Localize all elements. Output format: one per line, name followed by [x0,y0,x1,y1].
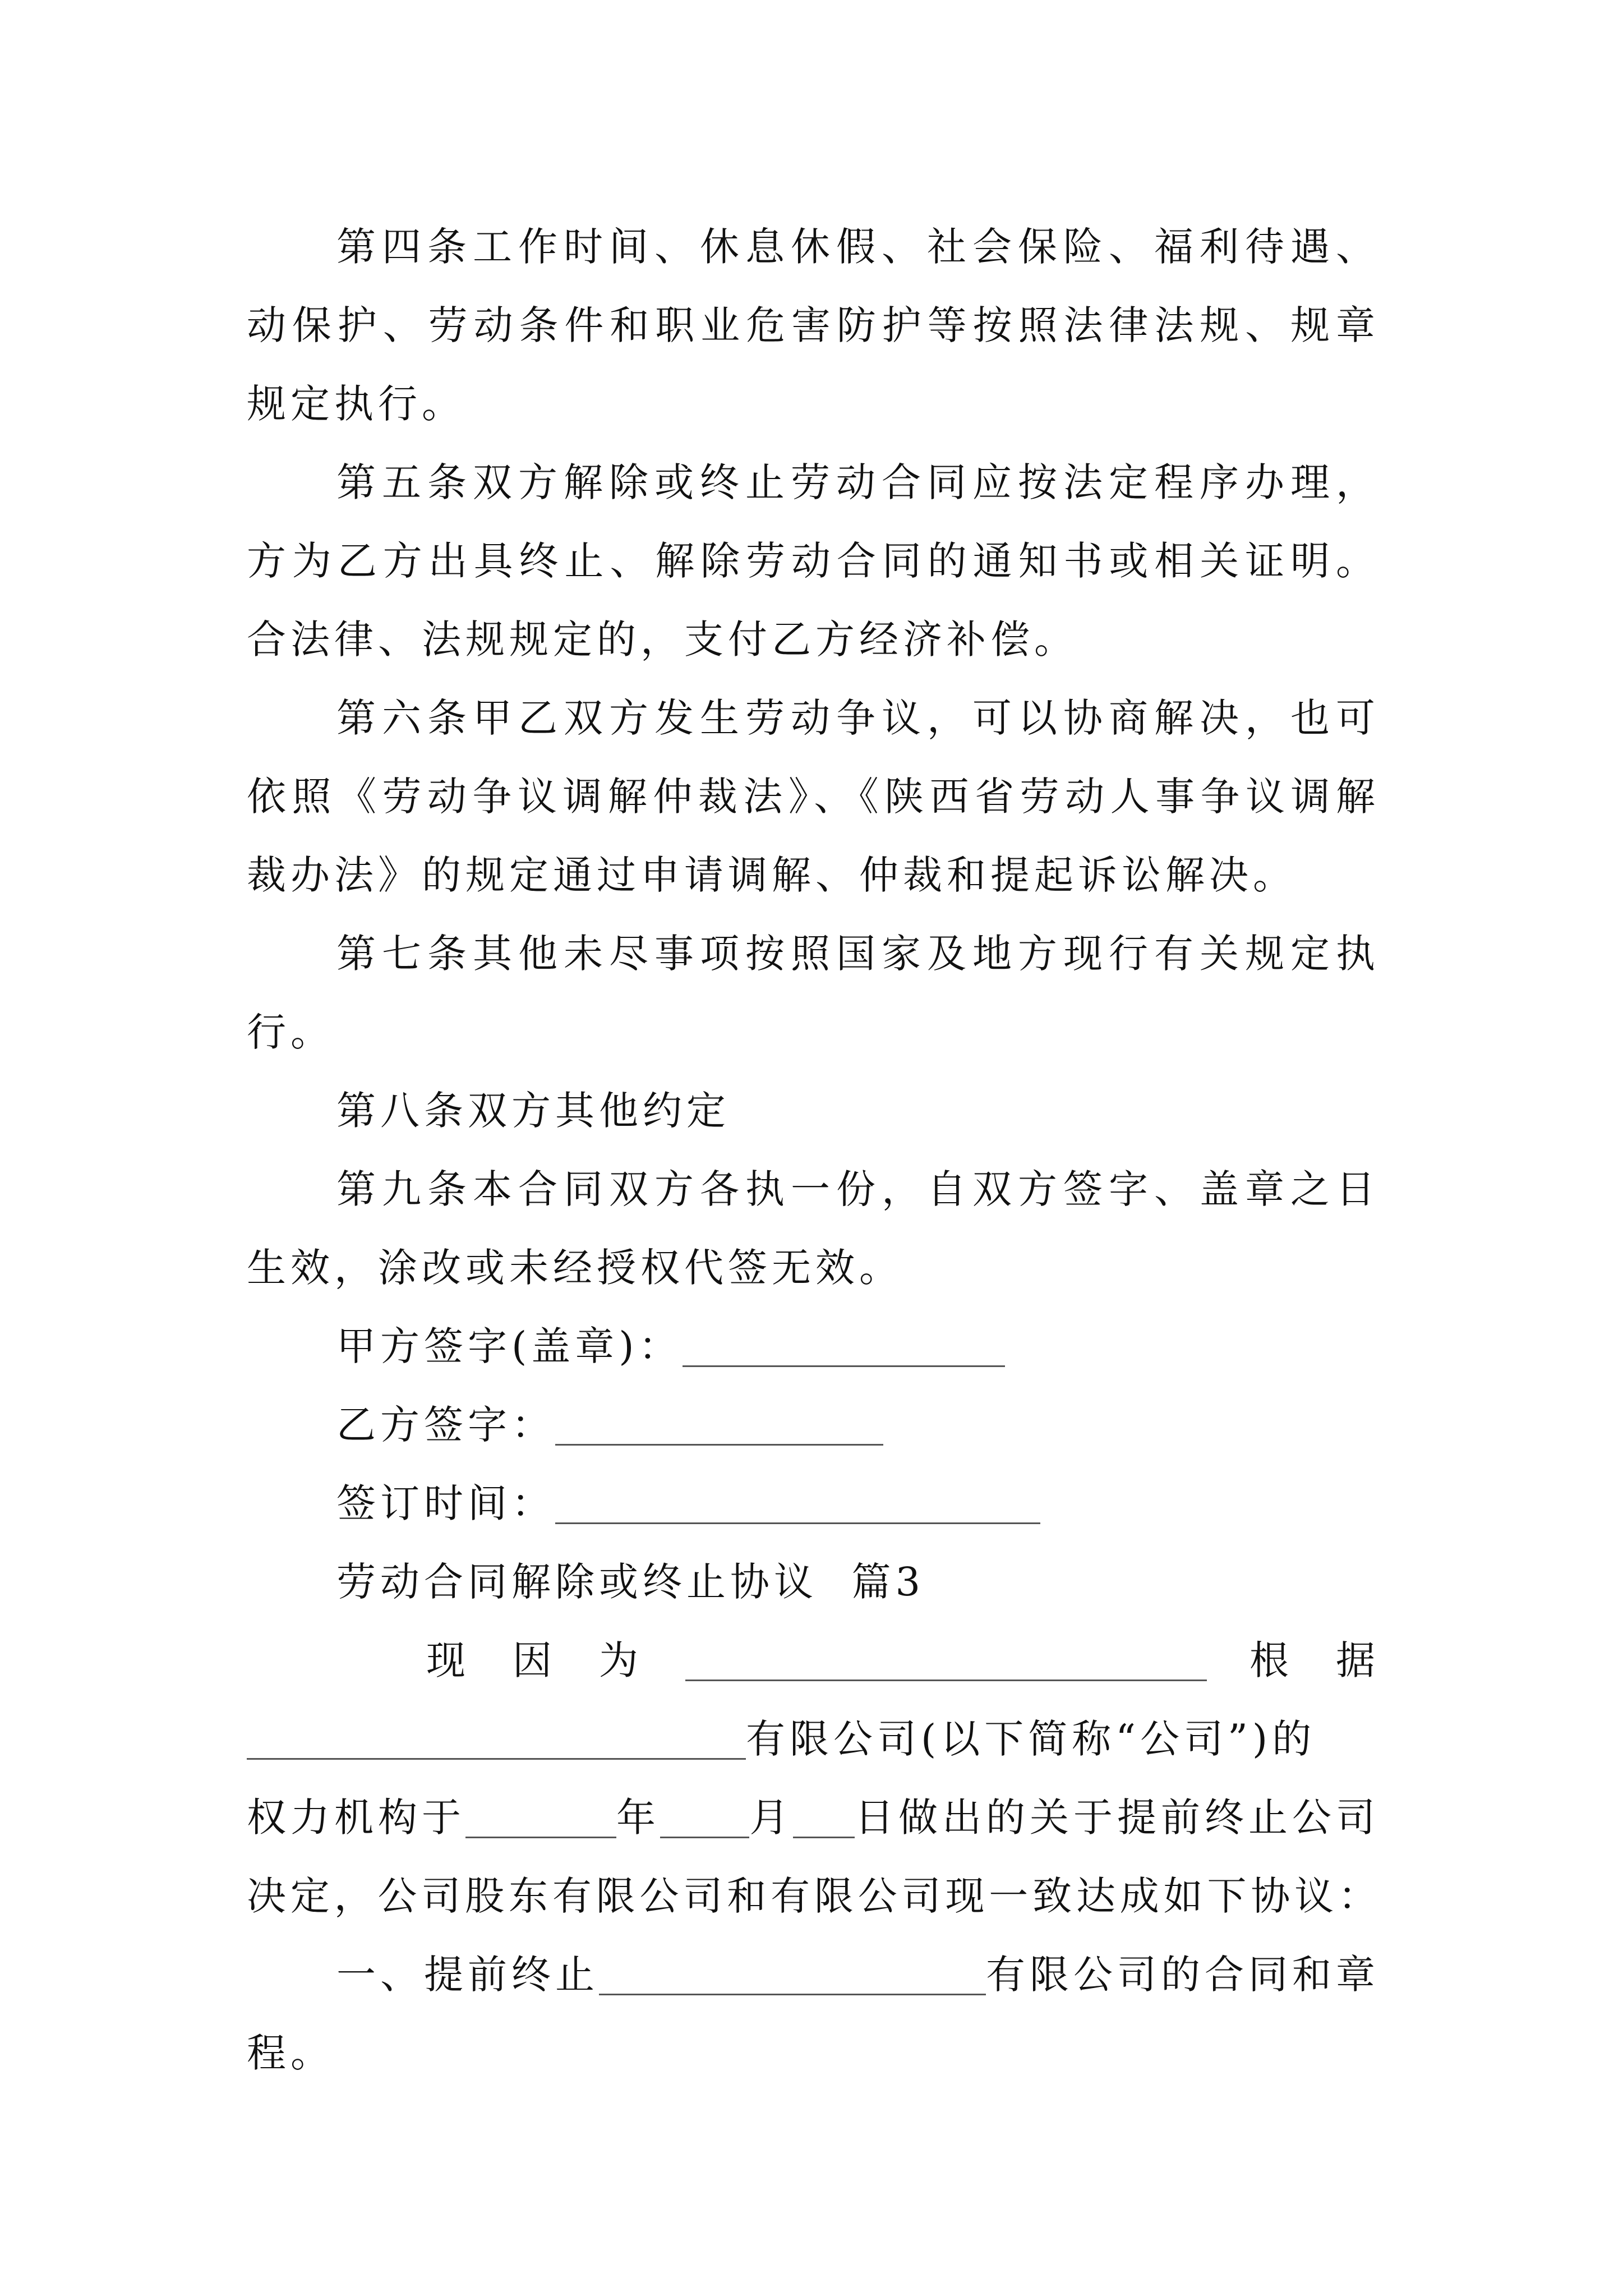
month-label: 月 [749,1795,794,1841]
intro-word-4: 根 [1249,1637,1293,1683]
day-text: 日做出的关于提前终止公司 [855,1795,1380,1841]
company-suffix: 有限公司(以下简称“公司”)的 [746,1716,1316,1762]
article-7-line-1: 第七条其他未尽事项按照国家及地方现行有关规定执 [336,931,1380,977]
intro-word-2: 因 [513,1637,556,1683]
article-5-line-1: 第五条双方解除或终止劳动合同应按法定程序办理， [336,459,1380,505]
article-4-line-3: 规定执行。 [247,381,465,427]
article-9-line-2: 生效，涂改或未经授权代签无效。 [247,1245,903,1291]
section-title: 劳动合同解除或终止协议 篇3 [336,1559,925,1605]
intro-line-1 [426,1618,1380,1703]
decision-line: 决定，公司股东有限公司和有限公司现一致达成如下协议： [247,1873,1380,1919]
article-6-line-2: 依照《劳动争议调解仲裁法》、《陕西省劳动人事争议调解 [247,774,1380,820]
intro-line-3 [247,1775,1380,1860]
month-blank[interactable] [660,1797,749,1838]
signature-b-blank[interactable] [555,1405,883,1446]
year-blank[interactable] [465,1797,616,1838]
intro-word-1: 现 [426,1637,470,1683]
signature-a-row [336,1304,1380,1388]
sign-date-label: 签订时间： [336,1480,555,1526]
item-1-line-1 [336,1932,1380,2017]
authority-label: 权力机构于 [247,1795,465,1841]
signature-b-row [336,1383,1380,1467]
article-4-line-2: 动保护、劳动条件和职业危害防护等按照法律法规、规章 [247,302,1380,348]
article-6-line-1: 第六条甲乙双方发生劳动争议，可以协商解决，也可 [336,695,1380,741]
day-blank[interactable] [793,1797,855,1838]
item-1-suffix: 有限公司的合同和章 [986,1952,1380,1998]
signature-a-label: 甲方签字(盖章)： [336,1323,683,1369]
article-8: 第八条双方其他约定 [336,1088,730,1134]
company-name-blank[interactable] [247,1719,746,1760]
signature-a-blank[interactable] [683,1326,1005,1367]
article-4-line-1: 第四条工作时间、休息休假、社会保险、福利待遇、 [336,224,1380,270]
article-5-line-3: 合法律、法规规定的，支付乙方经济补偿。 [247,616,1078,662]
intro-word-3: 为 [599,1637,643,1683]
reason-blank[interactable] [685,1640,1207,1681]
item-1-prefix: 一、提前终止 [336,1952,599,1998]
item-1-company-blank[interactable] [599,1954,986,1995]
item-1-line-2: 程。 [247,2030,334,2076]
article-9-line-1: 第九条本合同双方各执一份，自双方签字、盖章之日 [336,1166,1380,1212]
article-5-line-2: 方为乙方出具终止、解除劳动合同的通知书或相关证明。 [247,538,1380,584]
intro-line-2 [247,1697,1380,1781]
sign-date-row [336,1461,1380,1545]
sign-date-blank[interactable] [555,1483,1040,1524]
intro-word-5: 据 [1336,1637,1380,1683]
article-7-line-2: 行。 [247,1009,334,1055]
year-label: 年 [616,1795,660,1841]
signature-b-label: 乙方签字： [336,1402,555,1448]
article-6-line-3: 裁办法》的规定通过申请调解、仲裁和提起诉讼解决。 [247,852,1297,898]
